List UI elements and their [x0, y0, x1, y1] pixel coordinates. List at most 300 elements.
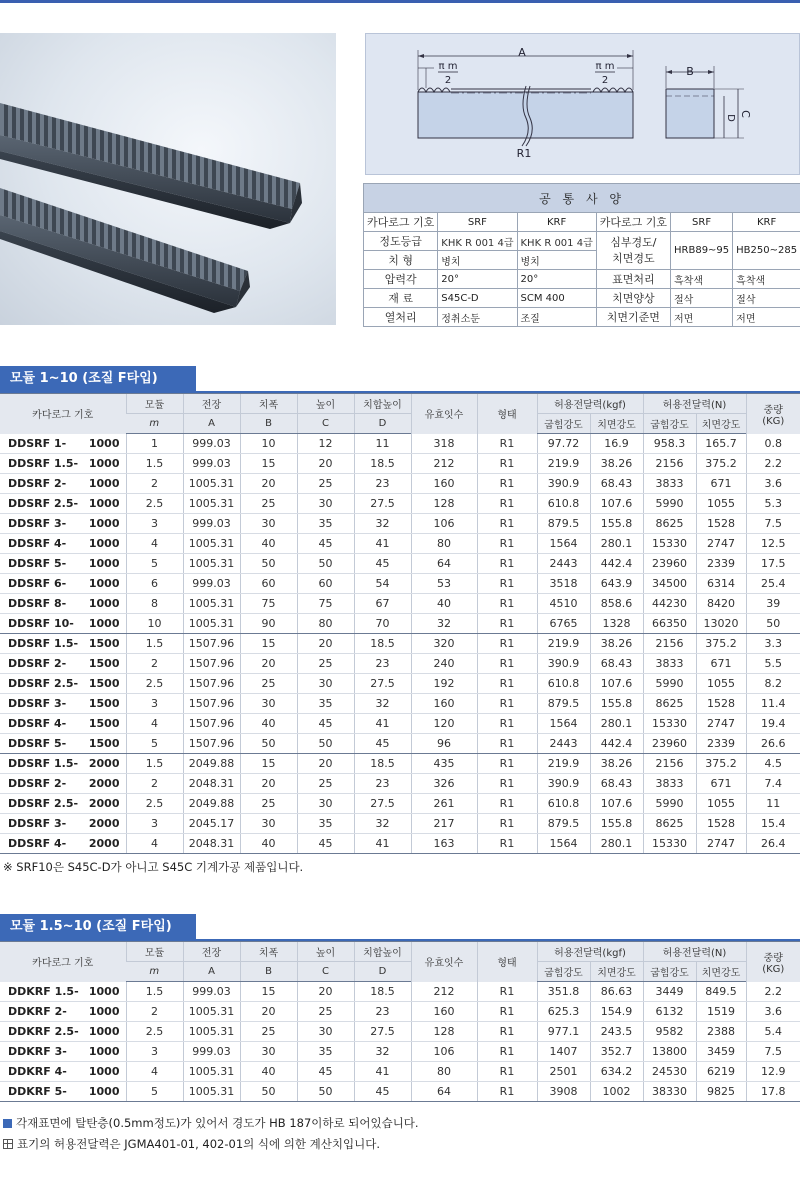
table-cell: 20 [297, 454, 354, 474]
table-cell: 435 [411, 754, 477, 774]
table-cell: 1005.31 [183, 1002, 240, 1022]
spec-cell: KRF [733, 213, 800, 232]
th-catalog: 카다로그 기호 [0, 394, 126, 434]
catalog-code-length: 1500 [88, 737, 120, 750]
catalog-code-prefix: DDKRF 2- [8, 1005, 67, 1018]
table-row [0, 834, 800, 854]
table-cell: 41 [354, 834, 411, 854]
table-cell: 35 [297, 814, 354, 834]
th-weight [746, 394, 800, 434]
table-row [0, 1082, 800, 1102]
spec-cell: 정취소둔 [438, 308, 517, 327]
note-square-icon [3, 1119, 12, 1128]
catalog-code-length: 1500 [88, 717, 120, 730]
table-cell: 2388 [696, 1022, 746, 1042]
table-cell: 3 [126, 514, 183, 534]
table-cell: 90 [240, 614, 297, 634]
section2-title: 모듈 1.5~10 (조질 F타입) [0, 914, 196, 940]
catalog-code-length: 1000 [88, 1085, 120, 1098]
table-cell: 16.9 [590, 434, 643, 454]
table-cell: 1002 [590, 1082, 643, 1102]
table-cell: R1 [477, 734, 537, 754]
table-cell: 671 [696, 774, 746, 794]
table-cell: 219.9 [537, 454, 590, 474]
table-cell: 5 [126, 734, 183, 754]
table-cell: 30 [240, 814, 297, 834]
table-cell: 70 [354, 614, 411, 634]
table-cell: 54 [354, 574, 411, 594]
table-row [0, 674, 800, 694]
table-cell: 15 [240, 754, 297, 774]
table-cell: 20 [240, 474, 297, 494]
catalog-code-prefix: DDSRF 2.5- [8, 497, 79, 510]
table-cell: 68.43 [590, 654, 643, 674]
table-cell: 2.5 [126, 494, 183, 514]
catalog-code [0, 474, 126, 494]
catalog-code-prefix: DDKRF 3- [8, 1045, 67, 1058]
table-cell: 3 [126, 814, 183, 834]
spec-cell: 정도등급 [364, 232, 438, 251]
table-cell: 5990 [643, 494, 696, 514]
table-cell: 34500 [643, 574, 696, 594]
table-cell: 50 [240, 734, 297, 754]
table-cell: 1005.31 [183, 554, 240, 574]
table-cell: 18.5 [354, 754, 411, 774]
table-cell: 155.8 [590, 814, 643, 834]
table-cell: R1 [477, 754, 537, 774]
th-width-sym: B [240, 414, 297, 434]
th-surface-n: 치면강도 [696, 414, 746, 434]
table-cell: 25 [297, 1002, 354, 1022]
table-cell: 12.5 [746, 534, 800, 554]
catalog-code-length: 1000 [88, 1025, 120, 1038]
spec-cell: SRF [671, 213, 733, 232]
table-cell: 25 [297, 654, 354, 674]
catalog-code-prefix: DDSRF 3- [8, 697, 67, 710]
note-decarburized [3, 1115, 419, 1131]
spec-cell: HB250~285 [733, 232, 800, 270]
table-cell: 96 [411, 734, 477, 754]
table-cell: R1 [477, 514, 537, 534]
table-cell: R1 [477, 714, 537, 734]
table-cell: 1005.31 [183, 1022, 240, 1042]
catalog-code [0, 1042, 126, 1062]
pitch-left-den: 2 [444, 75, 452, 86]
pitch-left-num: π m [438, 61, 458, 72]
th-pitch-height: 치합높이 [354, 394, 411, 414]
table-cell: 160 [411, 1002, 477, 1022]
table-cell: 1005.31 [183, 1082, 240, 1102]
table-cell: 4.5 [746, 754, 800, 774]
catalog-code-length: 1000 [88, 984, 120, 998]
table-cell: 634.2 [590, 1062, 643, 1082]
table-row [0, 1002, 800, 1022]
spec-title: 공 통 사 양 [364, 184, 800, 213]
table-cell: 1519 [696, 1002, 746, 1022]
table-cell: 32 [354, 1042, 411, 1062]
table-cell: 15330 [643, 714, 696, 734]
ddkrf-table-body [0, 982, 800, 1102]
catalog-code-prefix: DDSRF 2- [8, 777, 67, 790]
catalog-code [0, 554, 126, 574]
table-cell: 18.5 [354, 454, 411, 474]
catalog-code-length: 1000 [88, 436, 120, 450]
table-cell: 2339 [696, 554, 746, 574]
table-icon [3, 1139, 13, 1149]
catalog-code-prefix: DDSRF 2.5- [8, 677, 79, 690]
catalog-code-length: 1500 [88, 657, 120, 670]
table-cell: 6132 [643, 1002, 696, 1022]
th-length-sym: A [183, 414, 240, 434]
spec-cell: S45C-D [438, 289, 517, 308]
catalog-code-length: 1000 [88, 1065, 120, 1078]
table-cell: R1 [477, 694, 537, 714]
table-cell: 999.03 [183, 574, 240, 594]
label-r1: R1 [516, 147, 532, 160]
th-surface-kgf: 치면강도 [590, 962, 643, 982]
catalog-code [0, 1082, 126, 1102]
table-cell: 155.8 [590, 514, 643, 534]
table-cell: 858.6 [590, 594, 643, 614]
catalog-code-prefix: DDSRF 3- [8, 817, 67, 830]
table-cell: 3 [126, 1042, 183, 1062]
table-cell: 3459 [696, 1042, 746, 1062]
table-cell: 352.7 [590, 1042, 643, 1062]
table-cell: 671 [696, 654, 746, 674]
table-row [0, 534, 800, 554]
table-cell: 351.8 [537, 982, 590, 1002]
catalog-code-length: 1000 [88, 577, 120, 590]
table-cell: 192 [411, 674, 477, 694]
catalog-code-length: 1000 [88, 1005, 120, 1018]
table-row [0, 514, 800, 534]
table-cell: 45 [354, 1082, 411, 1102]
table-cell: 1055 [696, 674, 746, 694]
spec-cell: 치 형 [364, 251, 438, 270]
catalog-code [0, 574, 126, 594]
spec-cell: 병치 [438, 251, 517, 270]
pitch-right-den: 2 [601, 75, 609, 86]
note-decarburized-text: 각재표면에 탈탄층(0.5mm정도)가 있어서 경도가 HB 187이하로 되어있습니다. [16, 1116, 419, 1130]
catalog-code-prefix: DDSRF 5- [8, 557, 67, 570]
table-cell: 219.9 [537, 754, 590, 774]
table-cell: 999.03 [183, 434, 240, 454]
table-cell: 977.1 [537, 1022, 590, 1042]
table-cell: 2156 [643, 754, 696, 774]
table-cell: 66350 [643, 614, 696, 634]
table-cell: 13020 [696, 614, 746, 634]
table-cell: 25 [240, 794, 297, 814]
table-cell: 1 [126, 434, 183, 454]
table-cell: 106 [411, 514, 477, 534]
table-cell: 25 [297, 474, 354, 494]
table-cell: 64 [411, 554, 477, 574]
catalog-code [0, 654, 126, 674]
th-teeth: 유효잇수 [411, 942, 477, 982]
table-cell: 390.9 [537, 654, 590, 674]
spec-cell: SCM 400 [517, 289, 596, 308]
ddsrf-table [0, 393, 800, 854]
catalog-code [0, 754, 126, 774]
table-cell: 2.5 [126, 794, 183, 814]
catalog-code-prefix: DDSRF 4- [8, 837, 67, 850]
catalog-code-prefix: DDSRF 6- [8, 577, 67, 590]
table-cell: 6 [126, 574, 183, 594]
th-bending-kgf: 굽힘강도 [537, 414, 590, 434]
table-cell: 4 [126, 534, 183, 554]
table-cell: 2156 [643, 634, 696, 654]
table-cell: 610.8 [537, 674, 590, 694]
catalog-code [0, 674, 126, 694]
catalog-code-length: 1500 [88, 697, 120, 710]
table-cell: 12 [297, 434, 354, 454]
table-row [0, 1022, 800, 1042]
table-cell: 60 [240, 574, 297, 594]
th-weight [746, 942, 800, 982]
catalog-code [0, 514, 126, 534]
table-row [0, 554, 800, 574]
ddsrf-table-body [0, 434, 800, 854]
table-cell: 3 [126, 694, 183, 714]
table-cell: 15 [240, 982, 297, 1002]
table-cell: 1528 [696, 694, 746, 714]
spec-cell: 심부경도/ 치면경도 [596, 232, 670, 270]
table-cell: 390.9 [537, 774, 590, 794]
spec-cell: HRB89~95 [671, 232, 733, 270]
th-force-n: 허용전달력(N) [643, 942, 746, 962]
th-surface-n: 치면강도 [696, 962, 746, 982]
catalog-code [0, 774, 126, 794]
catalog-code [0, 982, 126, 1002]
table-cell: 999.03 [183, 982, 240, 1002]
table-cell: 2045.17 [183, 814, 240, 834]
table-cell: 107.6 [590, 794, 643, 814]
th-teeth: 유효잇수 [411, 394, 477, 434]
th-module: 모듈 [126, 394, 183, 414]
table-cell: 1005.31 [183, 614, 240, 634]
table-cell: 610.8 [537, 494, 590, 514]
th-pitch-height-sym: D [354, 414, 411, 434]
th-shape: 형태 [477, 394, 537, 434]
table-cell: 2.2 [746, 982, 800, 1002]
table-cell: 50 [297, 734, 354, 754]
table-cell: 20 [240, 654, 297, 674]
th-bending-n: 굽힘강도 [643, 962, 696, 982]
th-weight-label: 중량 [763, 952, 783, 964]
spec-cell: 저면 [671, 308, 733, 327]
table-cell: 20 [297, 634, 354, 654]
table-cell: R1 [477, 982, 537, 1002]
label-c: C [739, 110, 752, 118]
table-cell: 3.6 [746, 474, 800, 494]
table-cell: 41 [354, 1062, 411, 1082]
catalog-code-prefix: DDSRF 2.5- [8, 797, 79, 810]
table-cell: 240 [411, 654, 477, 674]
table-cell: 25 [297, 774, 354, 794]
table-cell: 2049.88 [183, 794, 240, 814]
table-cell: 643.9 [590, 574, 643, 594]
table-cell: 20 [240, 774, 297, 794]
table-cell: 999.03 [183, 1042, 240, 1062]
spec-cell: KHK R 001 4급 [438, 232, 517, 251]
table-cell: 40 [240, 714, 297, 734]
table-cell: 45 [297, 534, 354, 554]
table-cell: 1507.96 [183, 694, 240, 714]
table-cell: 0.8 [746, 434, 800, 454]
th-force-kgf: 허용전달력(kgf) [537, 942, 643, 962]
table-cell: 40 [411, 594, 477, 614]
table-cell: 23 [354, 1002, 411, 1022]
table-cell: 15330 [643, 834, 696, 854]
table-cell: 23 [354, 774, 411, 794]
table-cell: 23960 [643, 734, 696, 754]
table-cell: 40 [240, 834, 297, 854]
table-cell: 3833 [643, 654, 696, 674]
table-cell: 1005.31 [183, 534, 240, 554]
catalog-code-length: 1000 [88, 477, 120, 490]
table-cell: 3.6 [746, 1002, 800, 1022]
table-cell: 375.2 [696, 454, 746, 474]
table-cell: 20 [297, 982, 354, 1002]
catalog-code-prefix: DDSRF 1.5- [8, 637, 79, 650]
table-cell: 11 [746, 794, 800, 814]
table-cell: 8625 [643, 514, 696, 534]
th-weight-unit: (KG) [762, 415, 785, 427]
table-cell: 30 [240, 1042, 297, 1062]
table-cell: 3908 [537, 1082, 590, 1102]
spec-cell: 치면양상 [596, 289, 670, 308]
table-cell: 4 [126, 714, 183, 734]
table-cell: 1005.31 [183, 1062, 240, 1082]
table-cell: 2.5 [126, 1022, 183, 1042]
table-cell: 1507.96 [183, 634, 240, 654]
table-cell: 38.26 [590, 454, 643, 474]
table-cell: 67 [354, 594, 411, 614]
table-cell: 26.6 [746, 734, 800, 754]
table-cell: 958.3 [643, 434, 696, 454]
label-a: A [518, 46, 526, 59]
table-row [0, 982, 800, 1002]
catalog-code [0, 794, 126, 814]
table-cell: 1005.31 [183, 474, 240, 494]
table-cell: 18.5 [354, 634, 411, 654]
table-cell: 154.9 [590, 1002, 643, 1022]
table-cell: 6314 [696, 574, 746, 594]
table-cell: 35 [297, 694, 354, 714]
table-cell: 243.5 [590, 1022, 643, 1042]
table-cell: 38.26 [590, 754, 643, 774]
table-cell: 1.5 [126, 754, 183, 774]
table-cell: 7.5 [746, 1042, 800, 1062]
table-cell: 2 [126, 474, 183, 494]
table-cell: 10 [240, 434, 297, 454]
table-cell: 610.8 [537, 794, 590, 814]
table-cell: 1507.96 [183, 654, 240, 674]
table-cell: 5 [126, 1082, 183, 1102]
table-cell: 41 [354, 534, 411, 554]
table-cell: 2747 [696, 534, 746, 554]
table-cell: R1 [477, 634, 537, 654]
catalog-code-length: 1500 [88, 637, 120, 650]
table-cell: 128 [411, 494, 477, 514]
spec-cell: SRF [438, 213, 517, 232]
table-cell: 2048.31 [183, 774, 240, 794]
table-cell: 375.2 [696, 634, 746, 654]
table-cell: 1507.96 [183, 674, 240, 694]
catalog-code-length: 2000 [88, 757, 120, 770]
table-cell: 80 [411, 534, 477, 554]
spec-cell: 절삭 [733, 289, 800, 308]
table-cell: 6219 [696, 1062, 746, 1082]
table-cell: 3833 [643, 474, 696, 494]
table-cell: R1 [477, 614, 537, 634]
th-height: 높이 [297, 394, 354, 414]
table-cell: 11.4 [746, 694, 800, 714]
table-cell: 38.26 [590, 634, 643, 654]
catalog-code-prefix: DDKRF 4- [8, 1065, 67, 1078]
table-cell: 120 [411, 714, 477, 734]
th-module-sym: m [126, 962, 183, 982]
table-cell: 7.4 [746, 774, 800, 794]
table-row [0, 474, 800, 494]
table-cell: 27.5 [354, 674, 411, 694]
table-cell: 68.43 [590, 474, 643, 494]
table-cell: 30 [240, 694, 297, 714]
table-cell: 107.6 [590, 494, 643, 514]
table-cell: 375.2 [696, 754, 746, 774]
th-height-sym: C [297, 414, 354, 434]
catalog-code-length: 1000 [88, 457, 120, 470]
catalog-code [0, 1002, 126, 1022]
table-cell: R1 [477, 474, 537, 494]
spec-cell: 카다로그 기호 [364, 213, 438, 232]
table-row [0, 434, 800, 454]
table-row [0, 774, 800, 794]
table-cell: 27.5 [354, 494, 411, 514]
table-cell: 64 [411, 1082, 477, 1102]
table-cell: R1 [477, 774, 537, 794]
table-cell: 442.4 [590, 734, 643, 754]
catalog-code-prefix: DDSRF 2- [8, 657, 67, 670]
th-length-sym: A [183, 962, 240, 982]
table-cell: 45 [297, 714, 354, 734]
spec-cell: 흑착색 [733, 270, 800, 289]
table-cell: 45 [297, 1062, 354, 1082]
table-cell: 75 [240, 594, 297, 614]
table-cell: 160 [411, 474, 477, 494]
table-cell: 11 [354, 434, 411, 454]
table-cell: 2049.88 [183, 754, 240, 774]
table-cell: R1 [477, 814, 537, 834]
catalog-code-length: 1000 [88, 537, 120, 550]
table-cell: 1507.96 [183, 734, 240, 754]
table-cell: R1 [477, 434, 537, 454]
table-cell: 15.4 [746, 814, 800, 834]
table-cell: 160 [411, 694, 477, 714]
table-cell: 15 [240, 454, 297, 474]
catalog-code-prefix: DDKRF 1.5- [8, 984, 79, 998]
table-cell: 86.63 [590, 982, 643, 1002]
table-cell: R1 [477, 1042, 537, 1062]
table-cell: 2048.31 [183, 834, 240, 854]
table-row [0, 814, 800, 834]
table-cell: 40 [240, 534, 297, 554]
table-cell: 219.9 [537, 634, 590, 654]
table-cell: 128 [411, 1022, 477, 1042]
table-cell: 50 [746, 614, 800, 634]
table-cell: 45 [354, 734, 411, 754]
table-cell: 2 [126, 1002, 183, 1022]
